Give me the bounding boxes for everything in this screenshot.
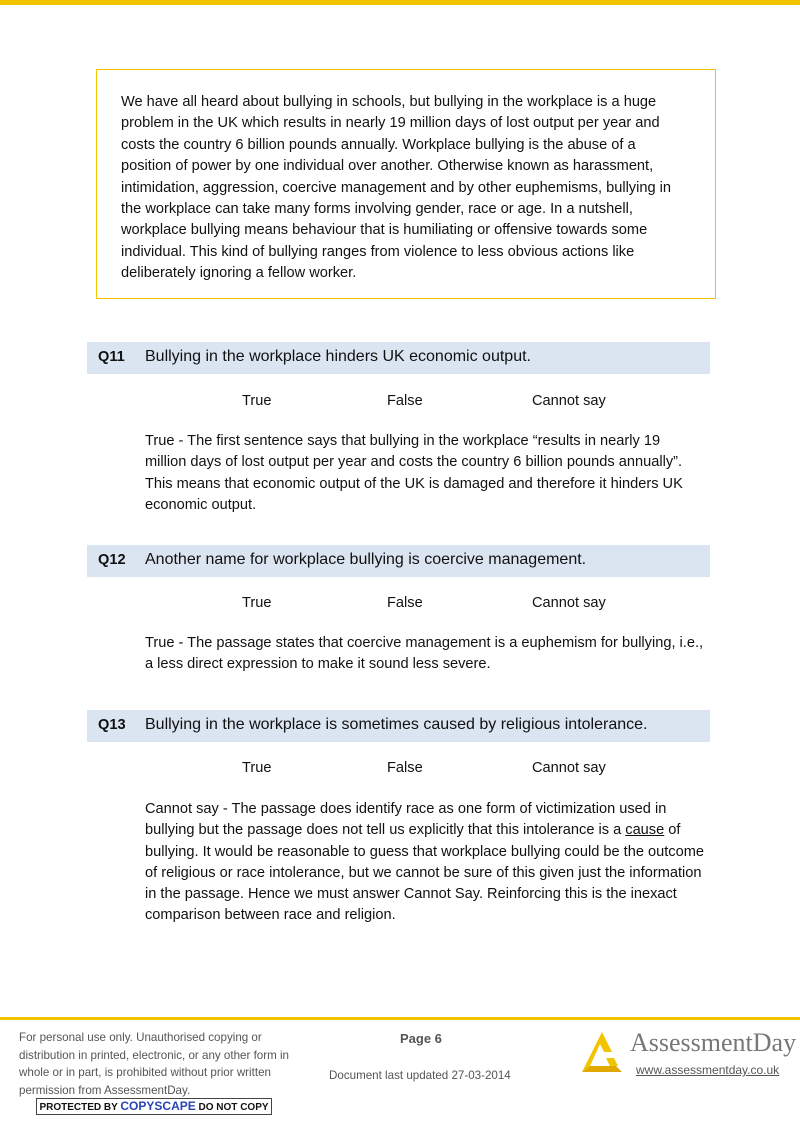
assessmentday-logo-icon <box>578 1028 628 1074</box>
page-number: Page 6 <box>400 1031 442 1046</box>
copyscape-badge[interactable] <box>36 1098 272 1115</box>
option-true[interactable]: True <box>242 393 272 409</box>
option-true[interactable]: True <box>242 595 272 611</box>
question-bar-q13 <box>87 710 710 742</box>
question-bar-q11 <box>87 342 710 374</box>
option-true[interactable]: True <box>242 760 272 776</box>
explanation-emphasis: cause <box>625 822 665 839</box>
explanation-text: Cannot say - The passage does identify race as one form of victimization used in bullying but the passage does not tell us explicitly that this intolerance is a <box>145 801 667 839</box>
option-cannot-say[interactable]: Cannot say <box>532 393 606 409</box>
question-text: Another name for workplace bullying is coercive management. <box>145 551 587 568</box>
passage-text: We have all heard about bullying in schools, but bullying in the workplace is a huge problem in the UK which results in nearly 19 million days of lost output per year and costs the country 6 billion pounds annually. Workplace bullying is the abuse of a position of power by one individual over another. Otherwise known as harassment, intimidation, aggression, coercive management and by other euphemisms, bullying in the workplace can take many forms involving gender, race or age. In a nutshell, workplace bullying means behaviour that is humiliating or offensive towards some individual. This kind of bullying ranges from violence to less obvious actions like deliberately ignoring a fellow worker. <box>121 94 671 282</box>
question-bar-q12 <box>87 545 710 577</box>
explanation-q11: True - The first sentence says that bullying in the workplace “results in nearly 19 million days of lost output per year and costs the country 6 billion pounds annually”. This means that economic output of the UK is damaged and therefore it hinders UK economic output. <box>145 433 683 513</box>
option-cannot-say[interactable]: Cannot say <box>532 760 606 776</box>
website-link[interactable]: www.assessmentday.co.uk <box>636 1063 780 1077</box>
option-false[interactable]: False <box>387 393 423 409</box>
last-updated: Document last updated 27-03-2014 <box>329 1069 511 1082</box>
passage-box <box>96 69 716 299</box>
question-text: Bullying in the workplace hinders UK economic output. <box>145 348 531 365</box>
question-number: Q13 <box>98 717 126 733</box>
copyscape-brand: COPYSCAPE <box>120 1099 196 1113</box>
copyright-disclaimer: For personal use only. Unauthorised copying or distribution in printed, electronic, or any other form in whole or in part, is prohibited without prior written permission from AssessmentDay. <box>19 1031 290 1097</box>
footer-accent-line <box>0 1017 800 1020</box>
explanation-q12: True - The passage states that coercive management is a euphemism for bullying, i.e., a less direct expression to make it sound less severe. <box>145 635 704 673</box>
copyscape-prefix: PROTECTED BY <box>39 1102 121 1113</box>
explanation-q13 <box>145 799 705 927</box>
option-cannot-say[interactable]: Cannot say <box>532 595 606 611</box>
question-number: Q11 <box>98 349 125 365</box>
option-false[interactable]: False <box>387 595 423 611</box>
question-text: Bullying in the workplace is sometimes caused by religious intolerance. <box>145 716 648 733</box>
brand-name: AssessmentDay <box>630 1028 797 1057</box>
option-false[interactable]: False <box>387 760 423 776</box>
question-number: Q12 <box>98 552 126 568</box>
explanation-text: of bullying. It would be reasonable to guess that workplace bullying could be the outcome of religious or race intolerance, but we cannot be sure of this given just the information in the passage. Hence we must answer Cannot Say. Reinforcing this is the inexact comparison between race and religion. <box>145 822 704 924</box>
copyscape-suffix: DO NOT COPY <box>195 1102 269 1113</box>
top-accent-bar <box>0 0 800 5</box>
